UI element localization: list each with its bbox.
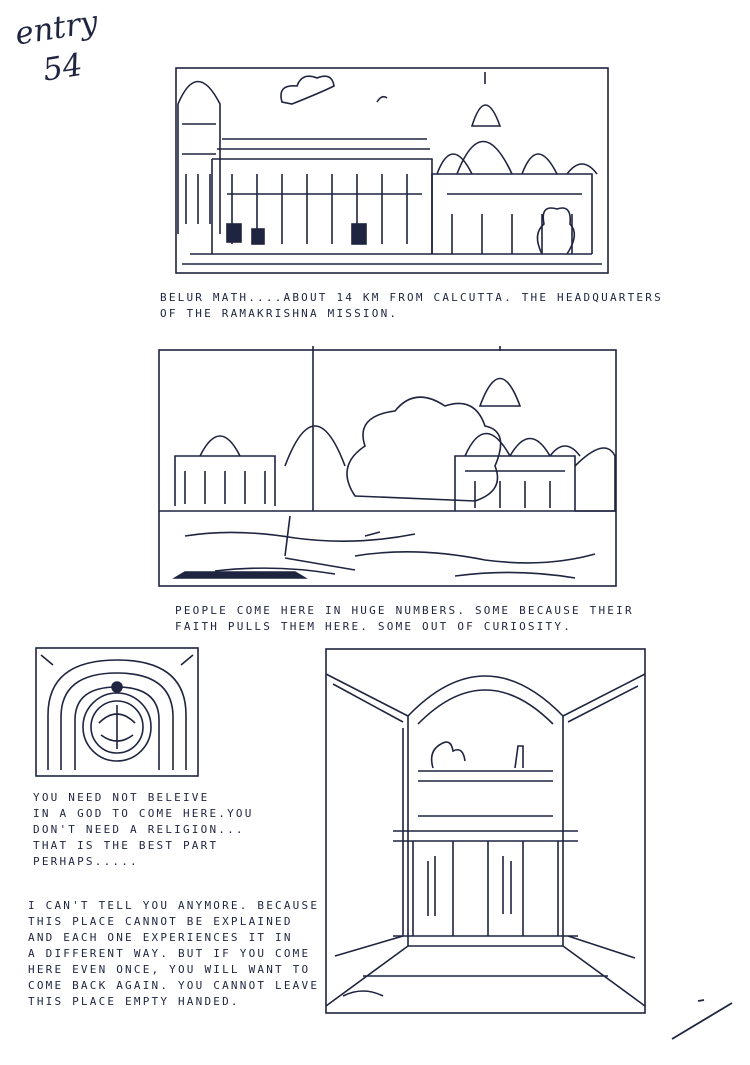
closing-caption: I CAN'T TELL YOU ANYMORE. BECAUSE THIS PLACE CANNOT BE EXPLAINED AND EACH ONE EXPERIENCES IT IN A DIFFERENT WAY. BUT IF YOU COME HERE EVEN ONCE, YOU WILL WANT TO COME BACK AGAIN. YOU CANNOT LEAVE THIS PLACE EMPTY HANDED. — [28, 899, 320, 1008]
river-view-sketch — [155, 346, 620, 591]
belur-math-building-sketch — [172, 64, 612, 279]
mission-emblem-sketch — [33, 645, 201, 780]
archway-view-sketch — [323, 646, 648, 1016]
people-caption: PEOPLE COME HERE IN HUGE NUMBERS. SOME BECAUSE THEIR FAITH PULLS THEM HERE. SOME OUT OF CURIOSITY. — [175, 604, 634, 633]
belur-math-caption: BELUR MATH....ABOUT 14 KM FROM CALCUTTA. THE HEADQUARTERS OF THE RAMAKRISHNA MISSION. — [160, 291, 663, 320]
entry-number-label — [12, 2, 107, 94]
entry-word: entry — [12, 3, 101, 53]
entry-number: 54 — [40, 46, 85, 89]
signature-mark — [668, 995, 738, 1049]
believe-caption: YOU NEED NOT BELEIVE IN A GOD TO COME HERE.YOU DON'T NEED A RELIGION... THAT IS THE BEST PART PERHAPS..... — [33, 791, 254, 868]
